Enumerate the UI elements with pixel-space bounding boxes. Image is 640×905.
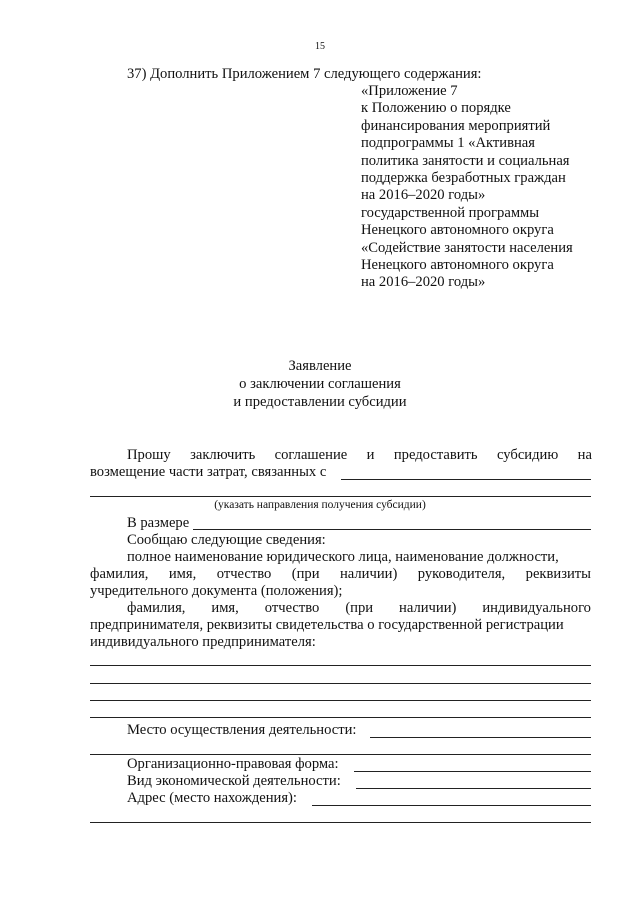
request-line: [127, 447, 592, 464]
costs-field-line[interactable]: [341, 479, 591, 480]
appendix-heading: [361, 83, 631, 292]
legal-line-3: учредительного документа (положения);: [90, 583, 343, 599]
ip-line-3: индивидуального предпринимателя:: [90, 634, 316, 650]
ip-word: отчество: [264, 600, 320, 616]
legal-word: отчество: [216, 566, 272, 582]
inform-label: Сообщаю следующие сведения:: [127, 532, 326, 548]
appendix-line: Ненецкого автономного округа: [361, 257, 554, 274]
legal-line-2: [90, 566, 591, 583]
ip-word: фамилия,: [127, 600, 186, 616]
amount-label: В размере: [127, 515, 190, 531]
place-field-line-2[interactable]: [90, 754, 591, 755]
form-title-line3: и предоставлении субсидии: [233, 394, 407, 410]
legal-line-1: полное наименование юридического лица, наименование должности,: [127, 549, 559, 565]
appendix-line: на 2016–2020 годы»: [361, 274, 486, 291]
appendix-line: «Приложение 7: [361, 83, 458, 99]
activity-label: Вид экономической деятельности:: [127, 773, 341, 789]
ip-line-2: предпринимателя, реквизиты свидетельства о государственной регистрации: [90, 617, 564, 633]
appendix-line: «Содействие занятости населения: [361, 239, 573, 256]
info-field-line[interactable]: [90, 665, 591, 666]
form-title-line2: о заключении соглашения: [239, 376, 401, 392]
appendix-line: к Положению о порядке: [361, 100, 511, 117]
request-word: заключить: [190, 447, 256, 463]
ip-word: (при: [345, 600, 374, 616]
address-label: Адрес (место нахождения):: [127, 790, 297, 806]
legal-word: реквизиты: [525, 566, 591, 582]
place-label: Место осуществления деятельности:: [127, 722, 357, 738]
ip-line-1: [127, 600, 591, 617]
org-form-field-line[interactable]: [354, 771, 591, 772]
appendix-line: государственной программы: [361, 204, 540, 221]
request-word: на: [577, 447, 592, 463]
ip-word: индивидуального: [482, 600, 591, 616]
address-field-line-2[interactable]: [90, 822, 591, 823]
legal-word: (при: [291, 566, 320, 582]
request-word: и: [366, 447, 375, 463]
form-title-line1: Заявление: [288, 358, 352, 374]
appendix-line: на 2016–2020 годы»: [361, 187, 486, 204]
address-field-line[interactable]: [312, 805, 591, 806]
activity-field-line[interactable]: [356, 788, 591, 789]
ip-word: имя,: [211, 600, 239, 616]
request-word: соглашение: [274, 447, 348, 463]
ip-word: наличии): [399, 600, 457, 616]
appendix-line: подпрограммы 1 «Активная: [361, 135, 535, 152]
legal-word: имя,: [168, 566, 197, 582]
appendix-line: поддержка безработных граждан: [361, 170, 566, 187]
amount-field-line[interactable]: [193, 529, 591, 530]
page-number: 15: [315, 41, 325, 52]
info-field-line[interactable]: [90, 717, 591, 718]
appendix-line: политика занятости и социальная: [361, 152, 570, 169]
appendix-line: Ненецкого автономного округа: [361, 222, 554, 239]
place-field-line[interactable]: [370, 737, 591, 738]
legal-word: наличии): [339, 566, 398, 582]
info-field-line[interactable]: [90, 700, 591, 701]
request-word: предоставить: [393, 447, 478, 463]
legal-word: фамилия,: [90, 566, 149, 582]
request-word: субсидию: [497, 447, 559, 463]
request-word: Прошу: [127, 447, 171, 463]
item-intro: 37) Дополнить Приложением 7 следующего содержания:: [127, 66, 482, 82]
appendix-line: финансирования мероприятий: [361, 117, 551, 134]
legal-word: руководителя,: [417, 566, 506, 582]
request-continuation: возмещение части затрат, связанных с: [90, 464, 327, 480]
info-field-line[interactable]: [90, 683, 591, 684]
org-form-label: Организационно-правовая форма:: [127, 756, 339, 772]
direction-field-line[interactable]: [90, 496, 591, 497]
direction-hint: (указать направления получения субсидии): [214, 499, 426, 511]
